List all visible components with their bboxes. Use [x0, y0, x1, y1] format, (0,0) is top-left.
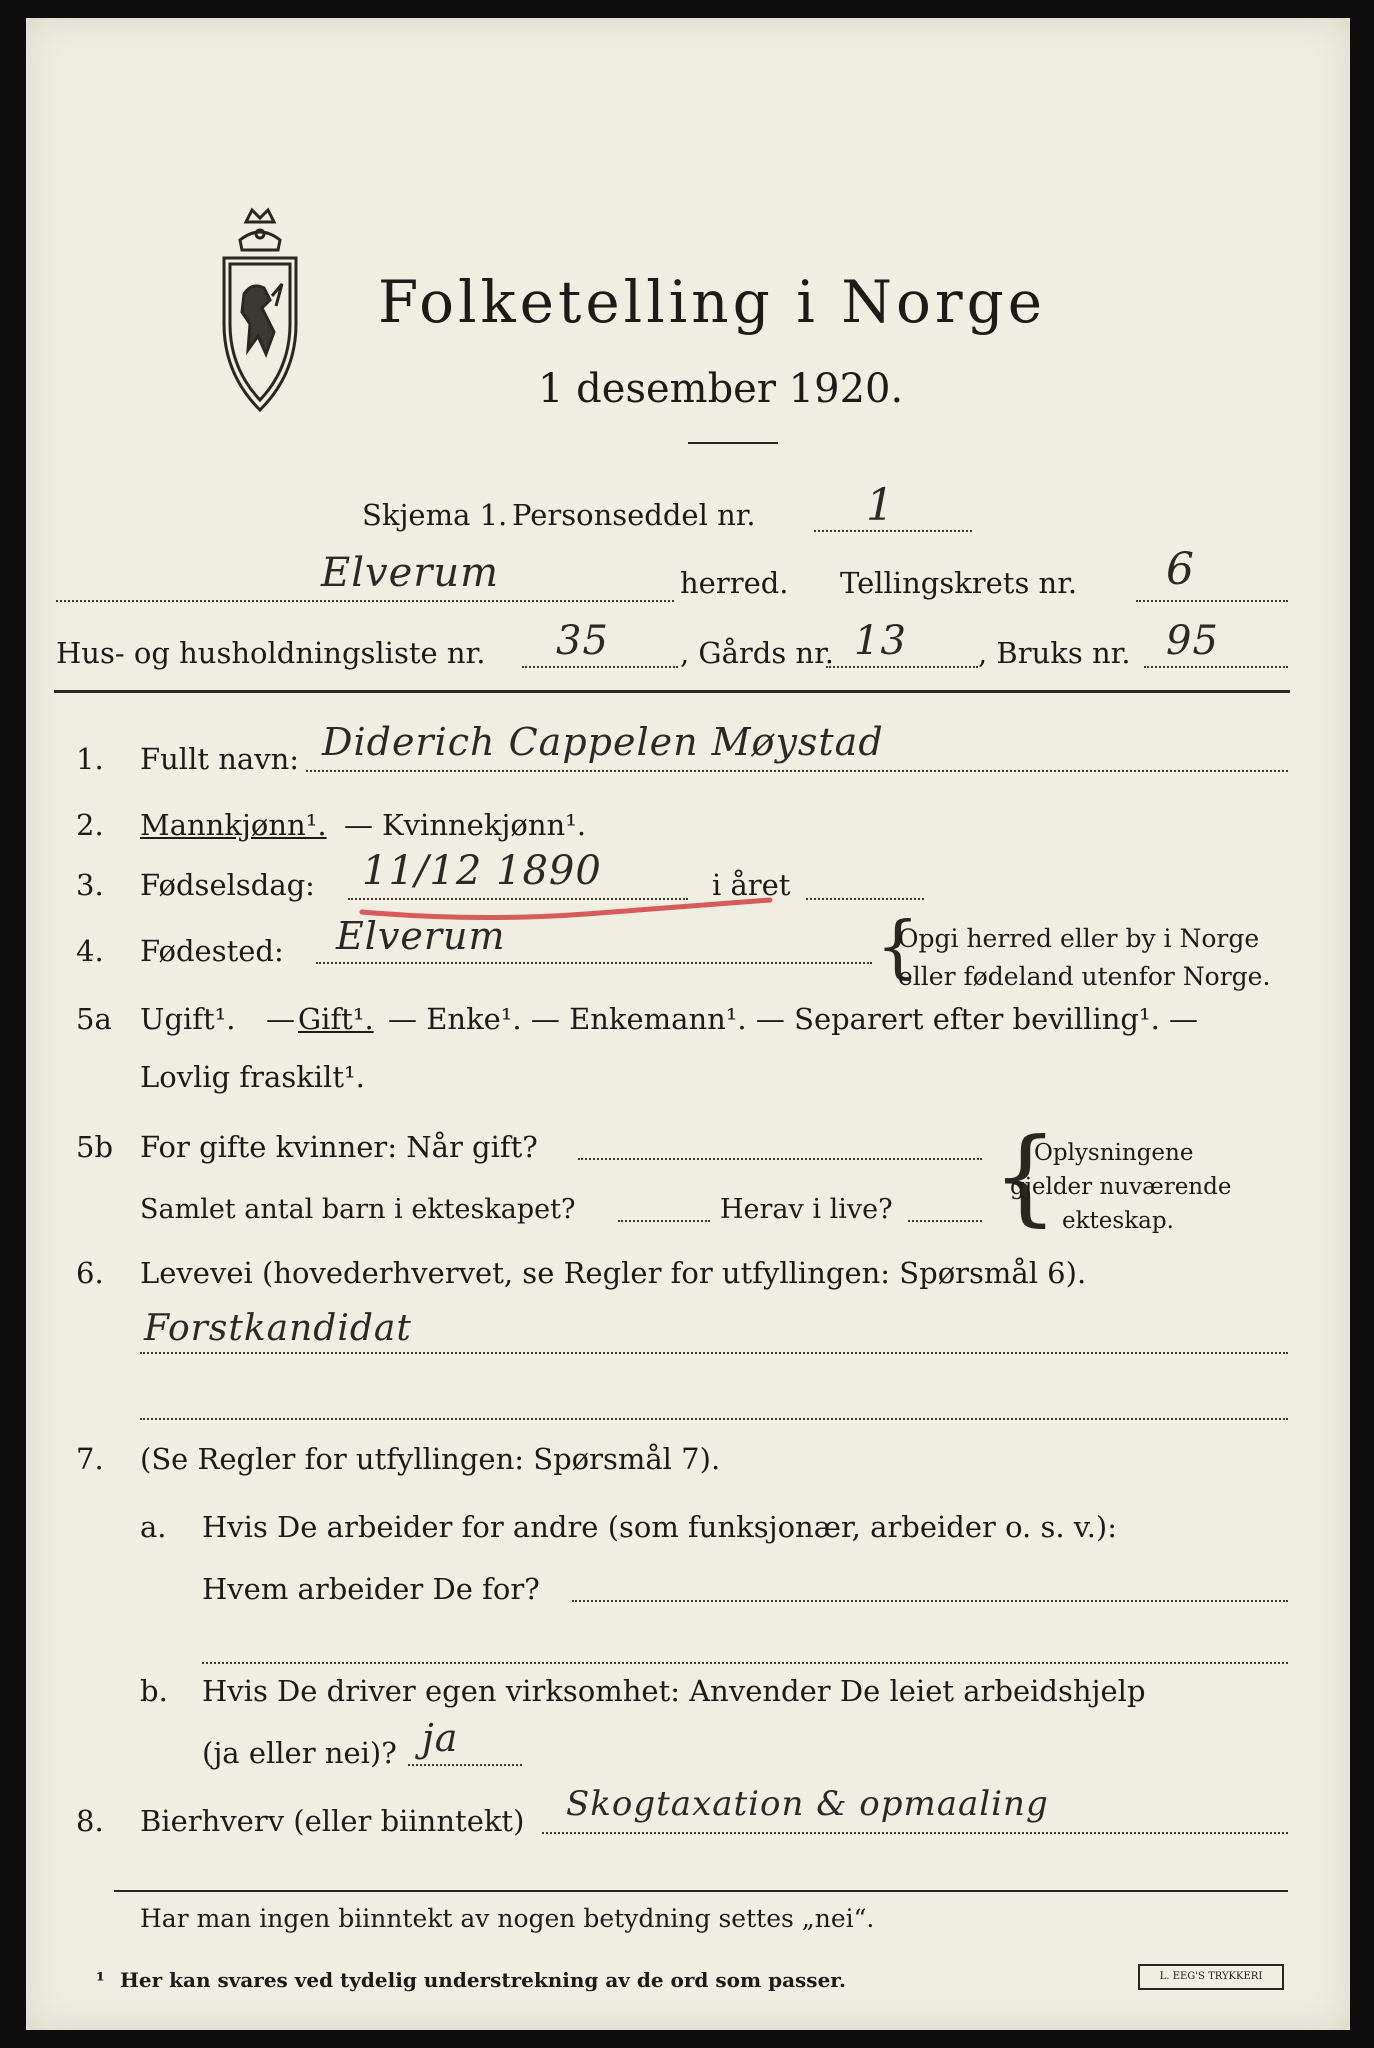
q2-separator: — — [344, 808, 373, 842]
q5b-alive-label: Herav i live? — [720, 1194, 893, 1225]
tellingskrets-value[interactable]: 6 — [1166, 544, 1195, 595]
q1-number: 1. — [76, 742, 104, 776]
header-divider — [54, 690, 1290, 693]
q7-number: 7. — [76, 1442, 104, 1476]
lovlig-fraskilt-option[interactable]: Lovlig fraskilt¹. — [140, 1060, 365, 1094]
employer-field[interactable] — [572, 1600, 1288, 1602]
personseddel-label: Personseddel nr. — [512, 498, 756, 532]
q5b-note1: Oplysningene — [1034, 1140, 1194, 1166]
q1-label: Fullt navn: — [140, 742, 300, 776]
full-name-value[interactable]: Diderich Cappelen Møystad — [322, 720, 884, 764]
footnote-mark: ¹ — [96, 1968, 105, 1992]
q8-number: 8. — [76, 1804, 104, 1838]
tellingskrets-label: Tellingskrets nr. — [840, 566, 1078, 600]
q8-label: Bierhverv (eller biinntekt) — [140, 1804, 525, 1838]
q5b-children-label: Samlet antal barn i ekteskapet? — [140, 1194, 576, 1225]
hus-value[interactable]: 35 — [556, 618, 609, 664]
secondary-income-value[interactable]: Skogtaxation & opmaaling — [566, 1784, 1049, 1824]
q3-number: 3. — [76, 868, 104, 902]
bruks-value[interactable]: 95 — [1166, 618, 1219, 664]
gift-option[interactable]: Gift¹. — [298, 1002, 374, 1036]
q6-label: Levevei (hovederhvervet, se Regler for utfyllingen: Spørsmål 6). — [140, 1256, 1087, 1290]
birthplace-value[interactable]: Elverum — [336, 914, 506, 958]
bruks-label: , Bruks nr. — [978, 636, 1131, 670]
printer-stamp: L. EEG'S TRYKKERI — [1138, 1964, 1284, 1990]
q6-number: 6. — [76, 1256, 104, 1290]
gards-label: , Gårds nr. — [680, 636, 834, 670]
q2-number: 2. — [76, 808, 104, 842]
q7a-text: Hvis De arbeider for andre (som funksjonær, arbeider o. s. v.): — [202, 1510, 1118, 1544]
herred-value[interactable]: Elverum — [321, 550, 500, 596]
census-date: 1 desember 1920. — [538, 366, 904, 412]
q7b-letter: b. — [140, 1674, 168, 1708]
occupation-value[interactable]: Forstkandidat — [144, 1308, 412, 1349]
title-divider — [688, 442, 778, 444]
q5b-note2: gjelder nuværende — [1010, 1174, 1232, 1200]
footnote-text: Her kan svares ved tydelig understrekning av de ord som passer. — [120, 1968, 846, 1992]
q4-note-line2: eller fødeland utenfor Norge. — [898, 962, 1271, 991]
form-title: Folketelling i Norge — [378, 268, 1047, 336]
herred-label: herred. — [680, 566, 789, 600]
skjema-label: Skjema 1. — [362, 498, 508, 532]
footer-divider — [114, 1890, 1288, 1892]
q5a-other-options[interactable]: — Enke¹. — Enkemann¹. — Separert efter bevilling¹. — — [388, 1002, 1199, 1036]
personseddel-value[interactable]: 1 — [866, 480, 895, 531]
brace-icon: { — [992, 1115, 1059, 1237]
hus-label: Hus- og husholdningsliste nr. — [56, 636, 486, 670]
q3-label: Fødselsdag: — [140, 868, 315, 902]
norwegian-coat-of-arms-icon — [212, 204, 308, 420]
gards-value[interactable]: 13 — [854, 618, 907, 664]
census-form-sheet — [26, 18, 1350, 2030]
q7a-letter: a. — [140, 1510, 167, 1544]
q5b-note3: ekteskap. — [1062, 1208, 1174, 1234]
hired-help-value[interactable]: ja — [422, 1716, 459, 1760]
q3-suffix: i året — [712, 868, 791, 902]
male-option[interactable]: Mannkjønn¹. — [140, 808, 327, 842]
birthdate-value[interactable]: 11/12 1890 — [362, 848, 602, 894]
footer-note: Har man ingen biinntekt av nogen betydning settes „nei“. — [140, 1904, 875, 1933]
brace-icon: { — [876, 908, 920, 987]
q5b-line1: For gifte kvinner: Når gift? — [140, 1130, 538, 1164]
q4-label: Fødested: — [140, 934, 284, 968]
female-option[interactable]: Kvinnekjønn¹. — [382, 808, 587, 842]
q5b-number: 5b — [76, 1130, 114, 1164]
q7b-text: Hvis De driver egen virksomhet: Anvender De leiet arbeidshjelp — [202, 1674, 1146, 1708]
q4-number: 4. — [76, 934, 104, 968]
q7b-question: (ja eller nei)? — [202, 1736, 397, 1770]
ugift-option[interactable]: Ugift¹. — [140, 1002, 236, 1036]
q5a-dash: — — [266, 1002, 295, 1036]
q4-note-line1: Opgi herred eller by i Norge — [898, 924, 1260, 953]
q5a-number: 5a — [76, 1002, 112, 1036]
q7a-question: Hvem arbeider De for? — [202, 1572, 540, 1606]
q7-label: (Se Regler for utfyllingen: Spørsmål 7). — [140, 1442, 721, 1476]
